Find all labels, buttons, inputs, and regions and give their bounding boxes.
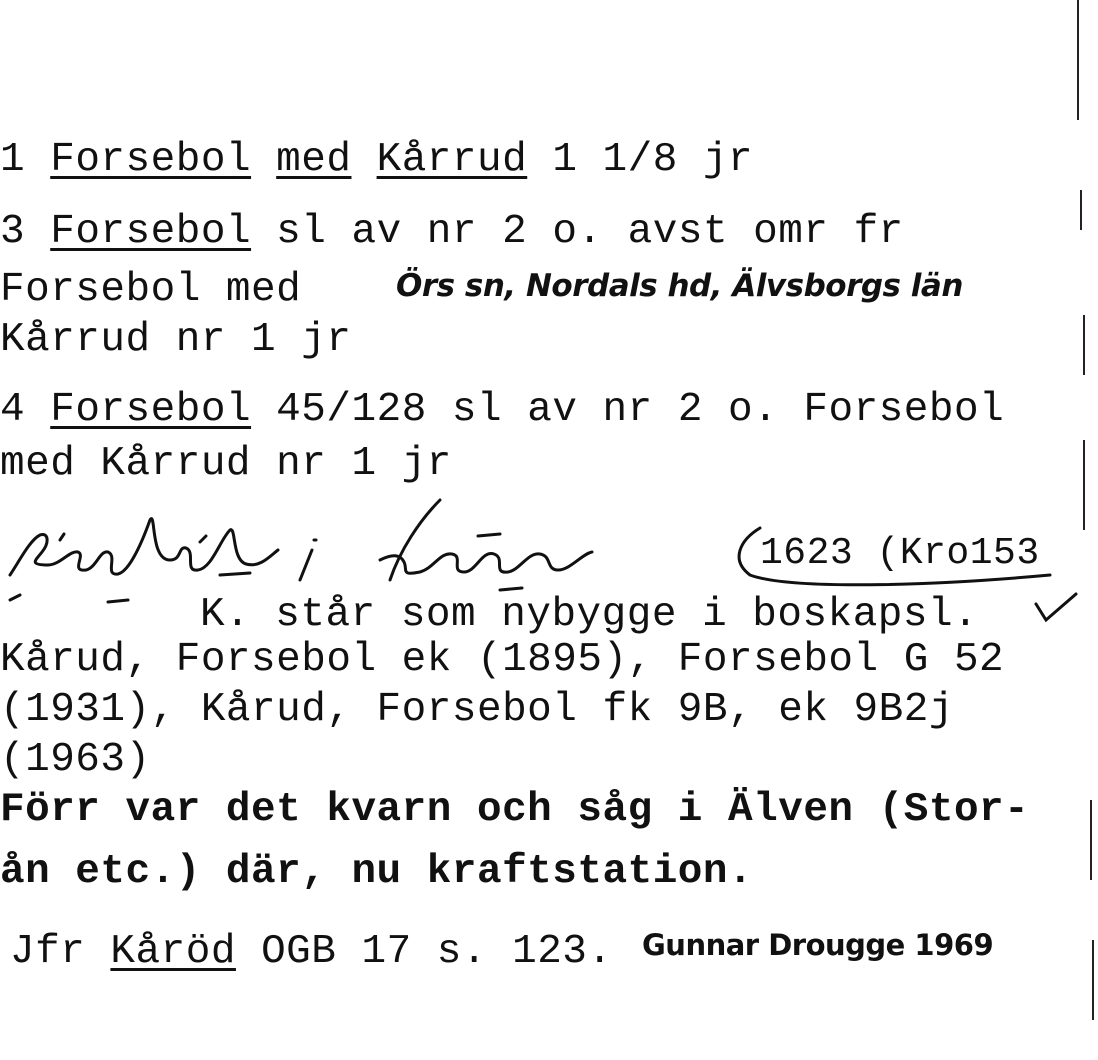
entry-line-11: (1963) <box>0 737 151 783</box>
connector-word: med <box>276 137 352 183</box>
place-name: Kårrud <box>376 137 528 183</box>
reference-prefix: Jfr <box>10 929 86 975</box>
check-mark-icon <box>1032 590 1082 630</box>
entry-line-2 <box>0 209 904 255</box>
pen-circle-mark <box>730 520 1070 600</box>
entry-number: 4 <box>0 387 26 433</box>
entry-line-9: Kårud, Forsebol ek (1895), Forsebol G 52 <box>0 637 1005 683</box>
entry-line-12: Förr var det kvarn och såg i Älven (Stor- <box>0 787 1030 833</box>
year-reference: 1623 (Kro153 <box>760 532 1040 575</box>
author-stamp: Gunnar Drougge 1969 <box>642 928 994 962</box>
card-edge-line <box>1083 440 1085 530</box>
place-name: Kåröd <box>110 929 236 975</box>
entry-rest: sl av nr 2 o. avst omr fr <box>276 209 904 255</box>
entry-line-8 <box>200 592 979 638</box>
entry-number: 1 <box>0 137 26 183</box>
card-edge-line <box>1083 315 1085 375</box>
place-name: Forsebol <box>50 209 252 255</box>
entry-line-4: Kårrud nr 1 jr <box>0 317 352 363</box>
entry-rest: 45/128 sl av nr 2 o. Forsebol <box>276 387 1005 433</box>
place-name: Forsebol <box>50 137 252 183</box>
entry-line-1 <box>0 137 754 183</box>
reference-source: OGB 17 s. 123. <box>261 929 613 975</box>
entry-line-6: med Kårrud nr 1 jr <box>0 441 452 487</box>
entry-line-3 <box>0 267 302 313</box>
card-edge-line <box>1090 800 1092 880</box>
entry-text: Forsebol med <box>0 267 302 313</box>
entry-line-14 <box>10 929 613 975</box>
entry-number: 3 <box>0 209 26 255</box>
card-edge-line <box>1092 940 1094 1020</box>
entry-text: K. står som nybygge i boskapsl. <box>200 592 979 638</box>
entry-line-10: (1931), Kårud, Forsebol fk 9B, ek 9B2j <box>0 687 954 733</box>
place-name: Forsebol <box>50 387 252 433</box>
handwritten-note <box>0 480 620 610</box>
entry-line-13: ån etc.) där, nu kraftstation. <box>0 849 754 895</box>
parish-stamp: Örs sn, Nordals hd, Älvsborgs län <box>396 268 963 304</box>
card-edge-line <box>1080 190 1082 230</box>
entry-rest: 1 1/8 jr <box>552 137 754 183</box>
entry-line-5 <box>0 387 1005 433</box>
card-edge-line <box>1077 0 1079 120</box>
